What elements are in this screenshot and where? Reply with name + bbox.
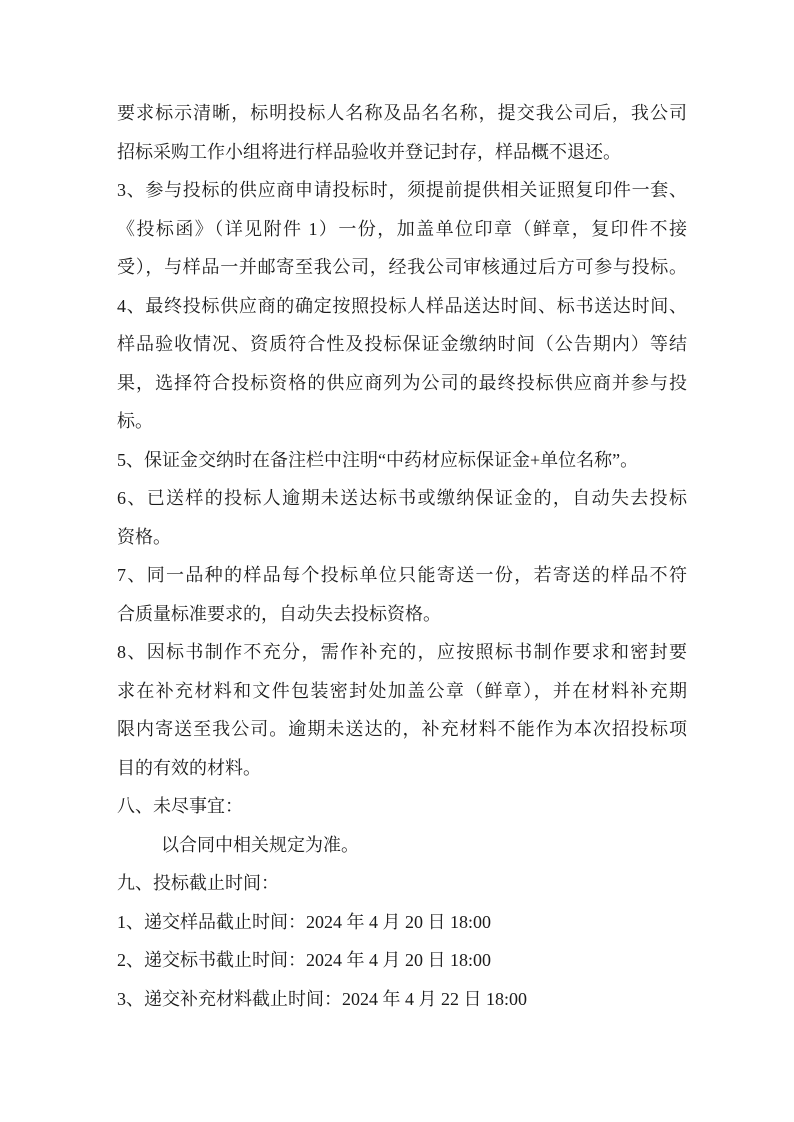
text-line: 8、因标书制作不充分，需作补充的，应按照标书制作要求和密封要 [117,642,687,662]
text-line: 资格。 [117,526,171,547]
text-line: 求在补充材料和文件包装密封处加盖公章（鲜章），并在材料补充期 [117,680,687,701]
text-line: 合质量标准要求的，自动失去投标资格。 [117,603,441,624]
text-line: 受），与样品一并邮寄至我公司，经我公司审核通过后方可参与投标。 [117,257,687,277]
text-line: 限内寄送至我公司。逾期未送达的，补充材料不能作为本次招投标项 [117,719,687,739]
text-line: 样品验收情况、资质符合性及投标保证金缴纳时间（公告期内）等结 [117,334,687,354]
text-line: 2、递交标书截止时间：2024 年 4 月 20 日 18:00 [117,950,491,970]
text-line: 八、未尽事宜： [117,796,243,816]
document-content [117,94,687,1018]
text-line: 果，选择符合投标资格的供应商列为公司的最终投标供应商并参与投 [117,372,687,393]
text-line: 目的有效的材料。 [117,757,261,778]
text-line: 九、投标截止时间： [117,873,279,893]
text-line: 招标采购工作小组将进行样品验收并登记封存，样品概不退还。 [117,141,621,162]
text-line: 5、保证金交纳时在备注栏中注明“中药材应标保证金+单位名称”。 [117,449,639,470]
text-line: 3、参与投标的供应商申请投标时，须提前提供相关证照复印件一套、 [117,180,687,200]
text-line: 标。 [117,411,153,431]
text-line: 7、同一品种的样品每个投标单位只能寄送一份，若寄送的样品不符 [117,565,687,585]
text-line: 要求标示清晰，标明投标人名称及品名名称，提交我公司后，我公司 [117,103,687,123]
text-line: 1、递交样品截止时间：2024 年 4 月 20 日 18:00 [117,911,491,932]
text-line: 6、已送样的投标人逾期未送达标书或缴纳保证金的，自动失去投标 [117,488,687,508]
text-line: 《投标函》（详见附件 1）一份，加盖单位印章（鲜章，复印件不接 [117,218,687,239]
text-line: 3、递交补充材料截止时间：2024 年 4 月 22 日 18:00 [117,988,527,1009]
text-line: 4、最终投标供应商的确定按照投标人样品送达时间、标书送达时间、 [117,295,687,316]
text-line: 以合同中相关规定为准。 [161,834,359,855]
